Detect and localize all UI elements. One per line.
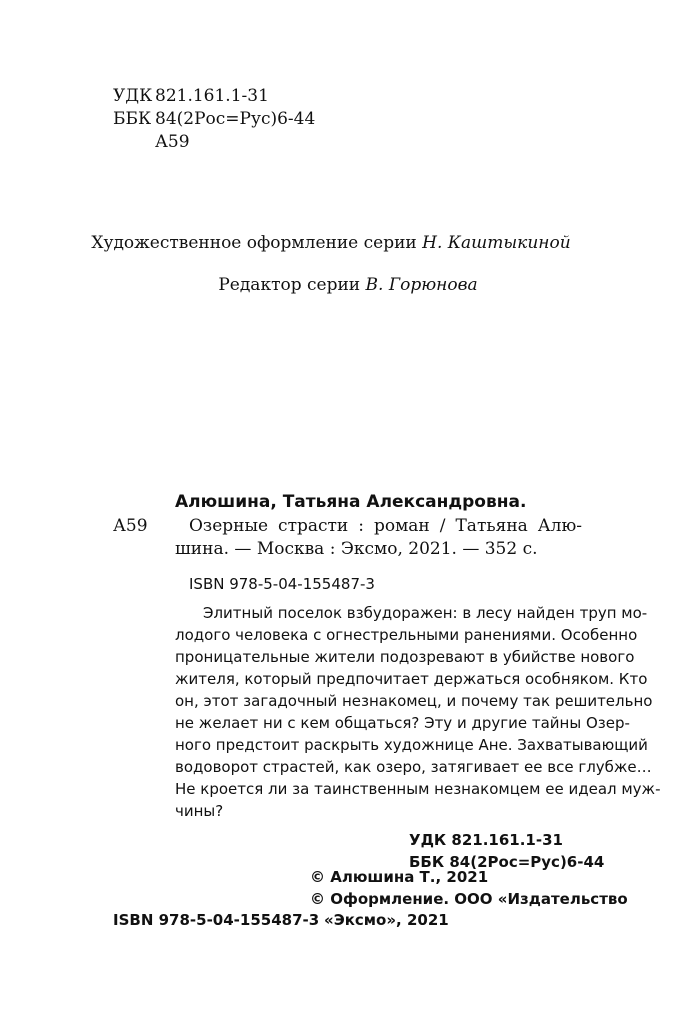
annotation-line: Элитный поселок взбудоражен: в лесу найден труп мо- — [203, 604, 648, 622]
bbk-value: 84(2Рос=Рус)6-44 — [155, 109, 316, 129]
annotation-line: он, этот загадочный незнакомец, и почему так решительно — [175, 692, 653, 710]
bbk-label: ББК — [113, 109, 152, 129]
author-sign: А59 — [155, 132, 190, 152]
design-credit-name: Н. Каштыкиной — [422, 233, 571, 253]
copyright-line: © Алюшина Т., 2021 — [310, 868, 489, 886]
annotation-line: чины? — [175, 802, 224, 820]
card-call-number: А59 — [113, 516, 148, 536]
card-author-heading: Алюшина, Татьяна Александровна. — [175, 492, 527, 512]
udk-label: УДК — [113, 86, 153, 106]
editor-credit-prefix: Редактор серии — [218, 275, 361, 295]
design-credit — [0, 232, 662, 255]
card-isbn: ISBN 978-5-04-155487-3 — [189, 575, 375, 593]
annotation-line: водоворот страстей, как озеро, затягивает ее все глубже… — [175, 758, 652, 776]
annotation-line: Не кроется ли за таинственным незнакомцем ее идеал муж- — [175, 780, 661, 798]
annotation-line: ного предстоит раскрыть художнице Ане. Захватывающий — [175, 736, 648, 754]
annotation-line: жителя, который предпочитает держаться особняком. Кто — [175, 670, 648, 688]
annotation-line: лодого человека с огнестрельными ранениями. Особенно — [175, 626, 638, 644]
annotation-line: проницательные жители подозревают в убийстве нового — [175, 648, 635, 666]
card-title-line: Озерные страсти : роман / Татьяна Алю- — [189, 516, 582, 536]
annotation-line: не желает ни с кем общаться? Эту и другие тайны Озер- — [175, 714, 630, 732]
editor-credit-name: В. Горюнова — [365, 275, 478, 295]
card-title-line: шина. — Москва : Эксмо, 2021. — 352 с. — [175, 539, 538, 559]
card-udk: УДК 821.161.1-31 — [409, 831, 563, 849]
udk-value: 821.161.1-31 — [155, 86, 269, 106]
footer-isbn: ISBN 978-5-04-155487-3 — [113, 911, 320, 929]
copyright-line: © Оформление. ООО «Издательство — [310, 890, 628, 908]
editor-credit — [0, 274, 696, 297]
card-bbk: ББК 84(2Рос=Рус)6-44 — [409, 853, 605, 871]
design-credit-prefix: Художественное оформление серии — [91, 233, 417, 253]
copyright-line: «Эксмо», 2021 — [324, 911, 449, 929]
